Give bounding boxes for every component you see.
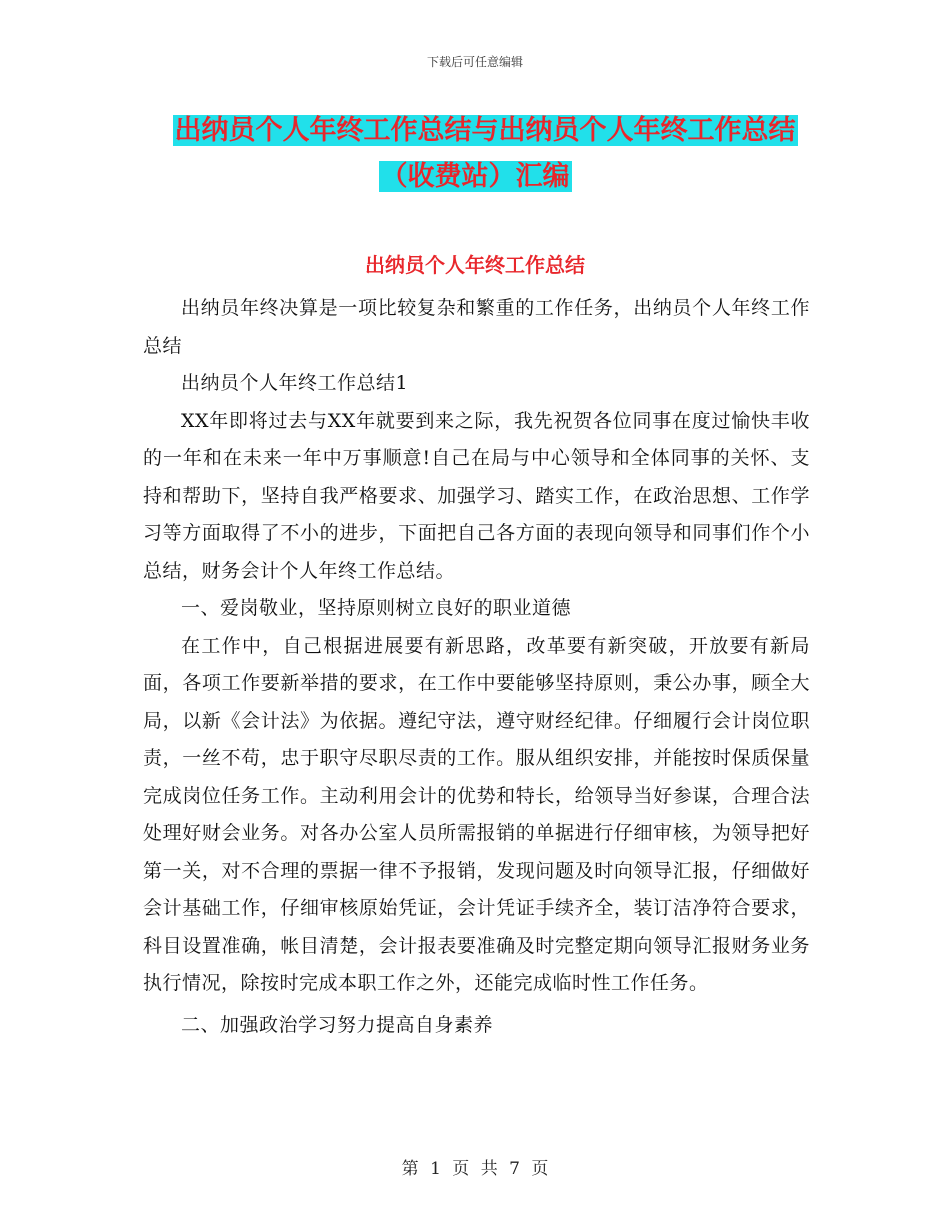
document-title (0, 108, 950, 200)
paragraph: 一、爱岗敬业，坚持原则树立良好的职业道德 (181, 597, 572, 619)
paragraph: 在工作中，自己根据进展要有新思路，改革要有新突破，开放要有新局面，各项工作要新举措的要求，在工作中要能够坚持原则，秉公办事，顾全大局，以新《会计法》为依据。遵纪守法，遵守财经纪律。仔细履行会计岗位职责，一丝不苟，忠于职守尽职尽责的工作。服从组织安排，并能按时保质保量完成岗位任务工作。主动利用会计的优势和特长，给领导当好参谋，合理合法处理好财会业务。对各办公室人员所需报销的单据进行仔细审核，为领导把好第一关，对不合理的票据一律不予报销，发现问题及时向领导汇报，仔细做好会计基础工作，仔细审核原始凭证，会计凭证手续齐全，装订洁净符合要求，科目设置准确，帐目清楚，会计报表要准确及时完整定期向领导汇报财务业务执行情况，除按时完成本职工作之外，还能完成临时性工作任务。 (143, 634, 810, 994)
paragraph: XX年即将过去与XX年就要到来之际，我先祝贺各位同事在度过愉快丰收的一年和在未来一年中万事顺意!自己在局与中心领导和全体同事的关怀、支持和帮助下，坚持自我严格要求、加强学习、踏实工作，在政治思想、工作学习等方面取得了不小的进步，下面把自己各方面的表现向领导和同事们作个小总结，财务会计个人年终工作总结。 (143, 409, 810, 582)
document-title-line2: （收费站）汇编 (380, 161, 570, 192)
paragraph: 出纳员个人年终工作总结1 (181, 372, 409, 394)
document-title-line1: 出纳员个人年终工作总结与出纳员个人年终工作总结 (174, 115, 796, 146)
page-number-footer: 第 1 页 共 7 页 (401, 1159, 549, 1179)
page-header-note: 下载后可任意编辑 (426, 55, 523, 69)
section-title: 出纳员个人年终工作总结 (365, 253, 585, 277)
paragraph: 二、加强政治学习努力提高自身素养 (181, 1013, 494, 1036)
paragraph: 出纳员年终决算是一项比较复杂和繁重的工作任务，出纳员个人年终工作总结 (143, 297, 810, 357)
document-body (143, 290, 810, 1044)
